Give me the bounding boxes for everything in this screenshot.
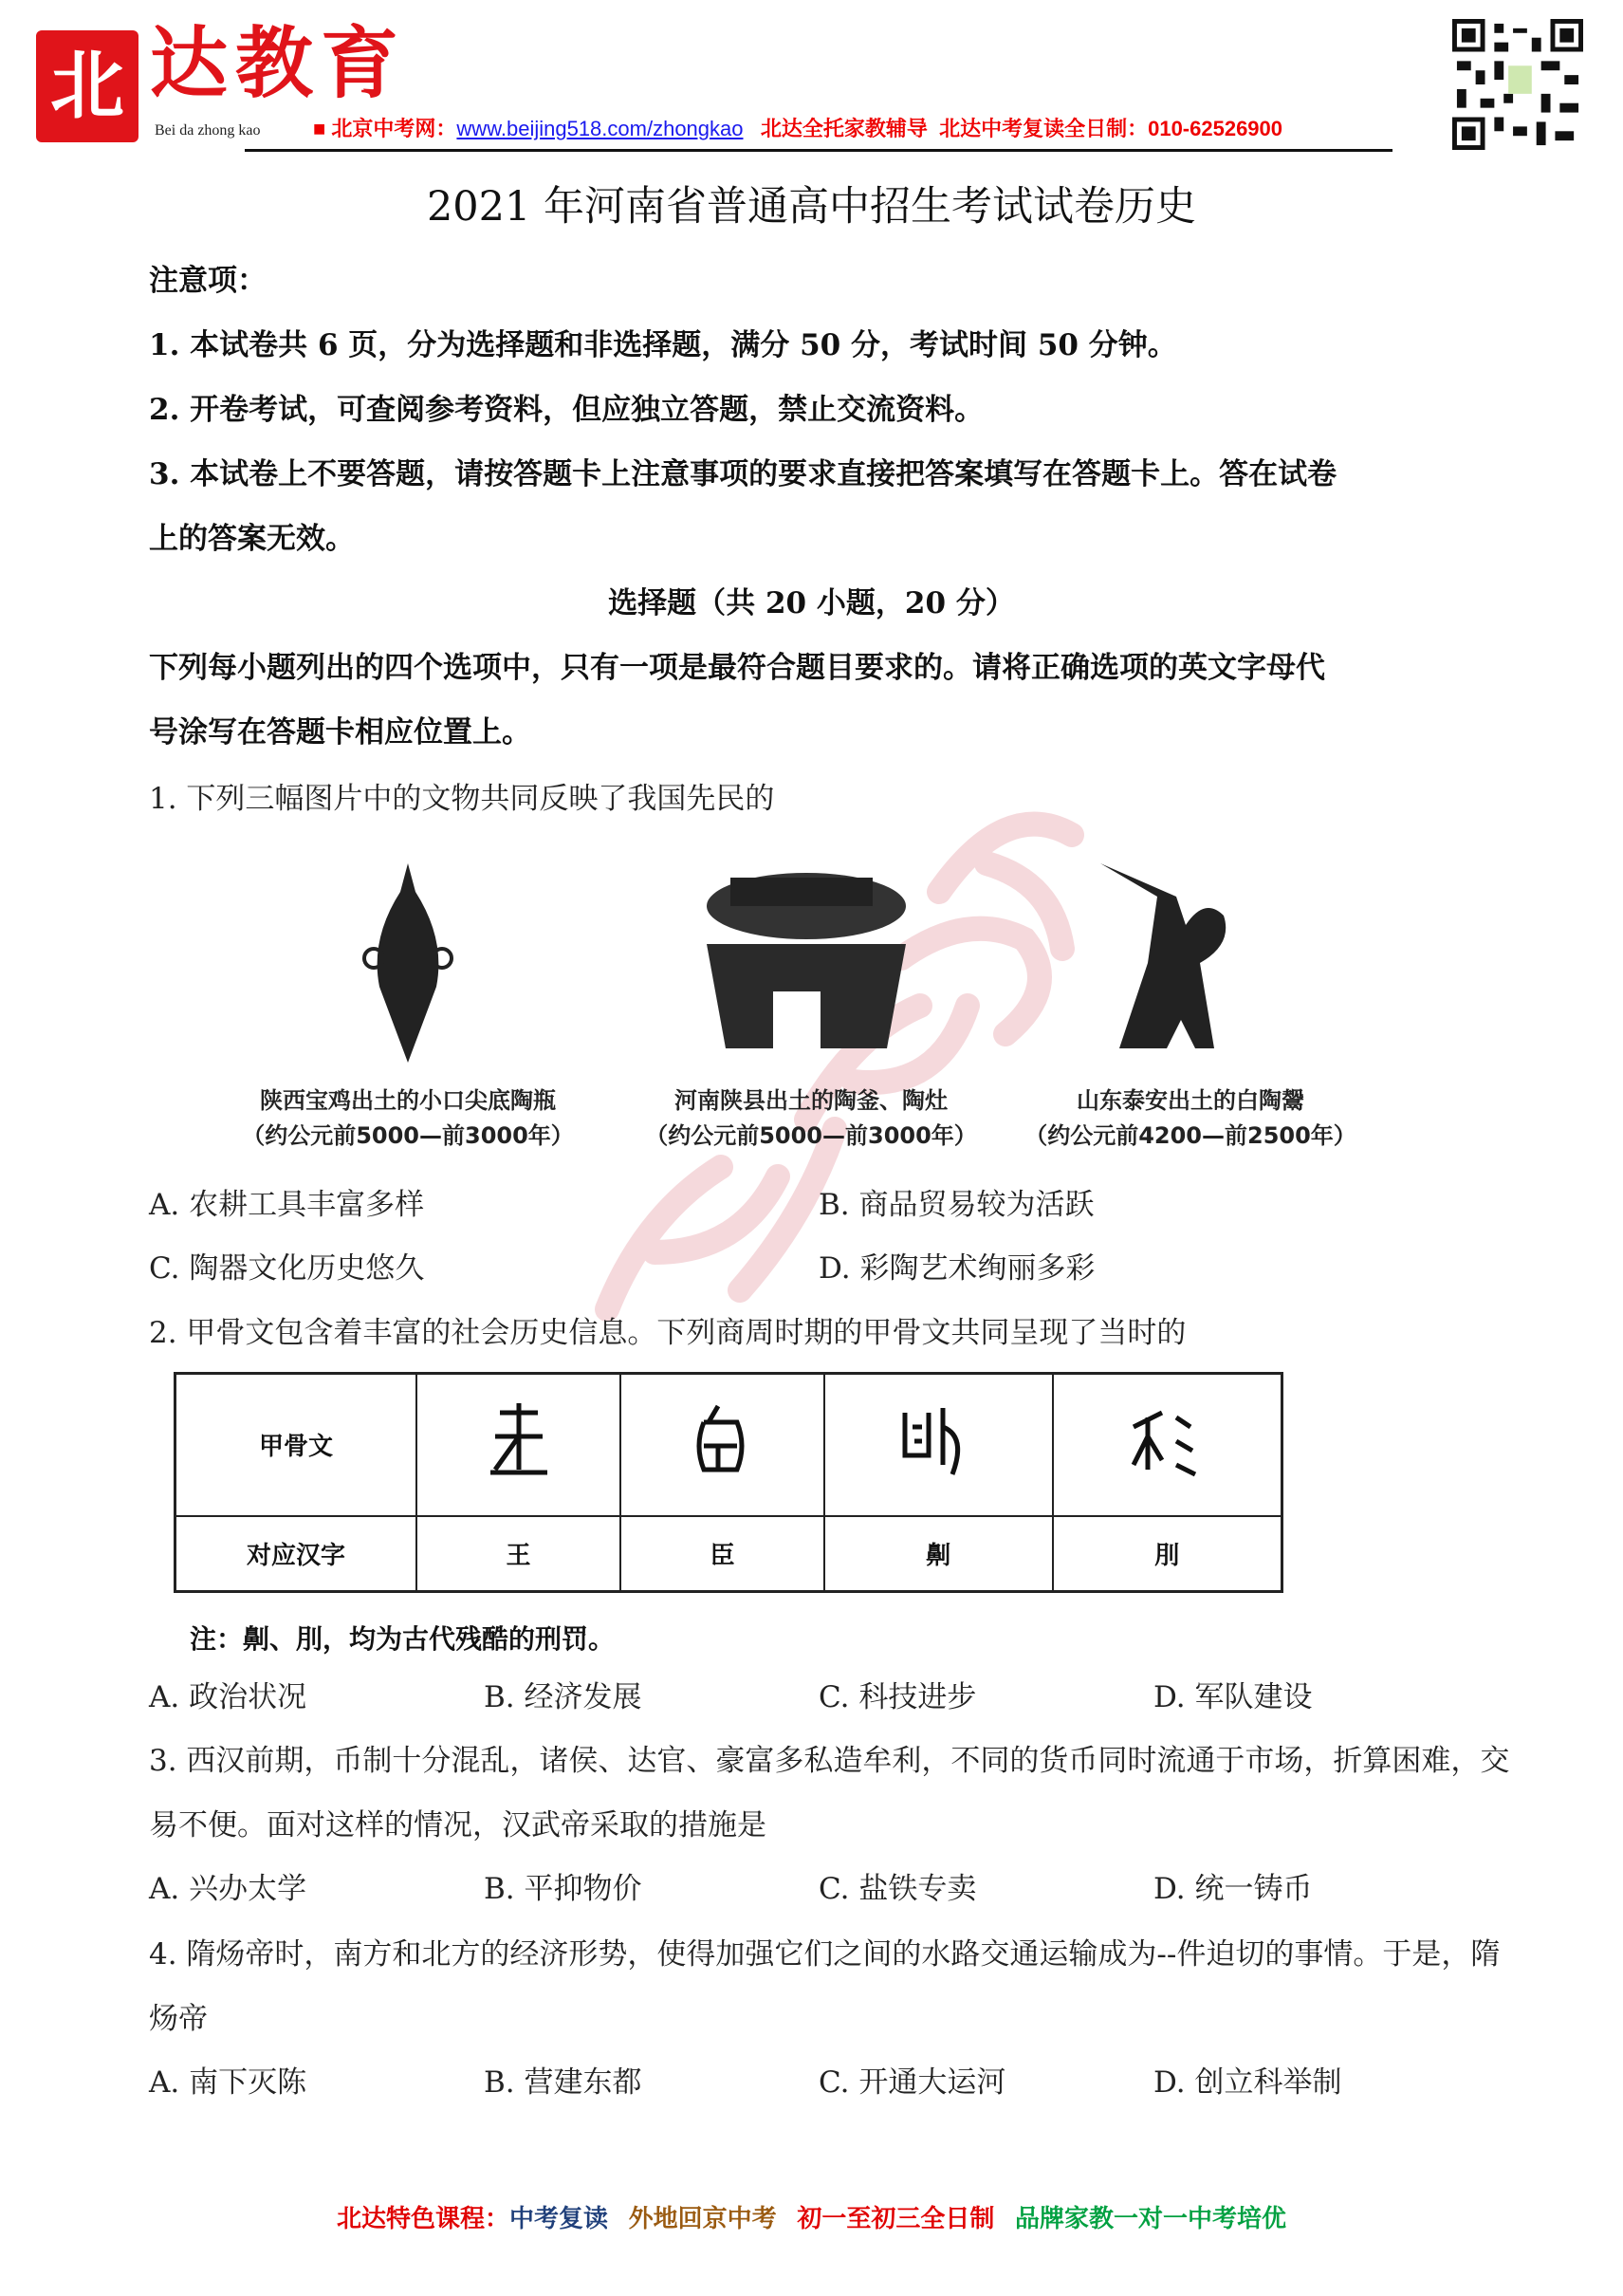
image-date: （约公元前4200—前2500年） (1024, 1122, 1356, 1149)
logo-subtitle: Bei da zhong kao (155, 122, 261, 139)
option-d[interactable]: D. 彩陶艺术绚丽多彩 (819, 1251, 1096, 1286)
table-cell: 臣 (620, 1516, 824, 1592)
pottery-cauldron-image (683, 859, 930, 1063)
table-cell: 刖 (1053, 1516, 1282, 1592)
question-4-stem: 4. 隋炀帝时，南方和北方的经济形势，使得加强它们之间的水路交通运输成为--件迫切的事情。于是，隋 (149, 1937, 1501, 1972)
option-c[interactable]: C. 科技进步 (819, 1680, 977, 1714)
option-a[interactable]: A. 南下灭陈 (149, 2065, 307, 2100)
image-caption: 河南陕县出土的陶釜、陶灶 (674, 1087, 948, 1114)
footer-label: 北达特色课程： (336, 2204, 509, 2232)
footer-course[interactable]: 初一至初三全日制 (797, 2204, 995, 2232)
qr-code (1451, 19, 1584, 150)
option-b[interactable]: B. 营建东都 (484, 2065, 642, 2100)
question-4-stem: 炀帝 (149, 2002, 208, 2036)
table-cell: 王 (416, 1516, 620, 1592)
footer-course[interactable]: 品牌家教一对一中考培优 (1015, 2204, 1287, 2232)
header-banner: ■ 北京中考网：www.beijing518.com/zhongkao 北达全托家教辅导 北达中考复读全日制：010-62526900 (313, 117, 1283, 140)
question-2-stem: 2. 甲骨文包含着丰富的社会历史信息。下列商周时期的甲骨文共同呈现了当时的 (149, 1316, 1187, 1350)
page-title: 2021 年河南省普通高中招生考试试卷历史 (426, 183, 1197, 231)
oracle-glyph-wang (416, 1374, 620, 1516)
option-c[interactable]: C. 陶器文化历史悠久 (149, 1251, 425, 1286)
notice-item: 1. 本试卷共 6 页，分为选择题和非选择题，满分 50 分，考试时间 50 分钟。 (149, 328, 1177, 362)
image-date: （约公元前5000—前3000年） (242, 1122, 574, 1149)
question-3-stem: 易不便。面对这样的情况，汉武帝采取的措施是 (149, 1808, 766, 1842)
option-b[interactable]: B. 平抑物价 (484, 1872, 642, 1906)
section-heading: 选择题（共 20 小题，20 分） (608, 586, 1015, 620)
notice-item: 2. 开卷考试，可查阅参考资料，但应独立答题，禁止交流资料。 (149, 393, 985, 427)
footer-courses (0, 2203, 1623, 2233)
oracle-glyph-yue (1053, 1374, 1282, 1516)
site-link[interactable]: www.beijing518.com/zhongkao (456, 117, 744, 140)
option-d[interactable]: D. 统一铸币 (1153, 1872, 1313, 1906)
option-a[interactable]: A. 兴办太学 (149, 1872, 307, 1906)
section-instructions: 号涂写在答题卡相应位置上。 (149, 715, 531, 750)
option-a[interactable]: A. 政治状况 (149, 1680, 307, 1714)
footer-course[interactable]: 外地回京中考 (628, 2204, 777, 2232)
footer-course[interactable]: 中考复读 (508, 2204, 608, 2232)
option-d[interactable]: D. 创立科举制 (1153, 2065, 1342, 2100)
white-pottery-gui-image (1091, 859, 1243, 1063)
option-d[interactable]: D. 军队建设 (1153, 1680, 1313, 1714)
notice-item: 上的答案无效。 (149, 522, 355, 556)
slogan-2: 北达中考复读全日制：010-62526900 (939, 117, 1283, 140)
section-instructions: 下列每小题列出的四个选项中，只有一项是最符合题目要求的。请将正确选项的英文字母代 (149, 651, 1325, 685)
oracle-glyph-chen (620, 1374, 824, 1516)
question-3-stem: 3. 西汉前期，币制十分混乱，诸侯、达官、豪富多私造牟利，不同的货币同时流通于市场，折算困难，交 (149, 1744, 1510, 1778)
option-b[interactable]: B. 经济发展 (484, 1680, 642, 1714)
row-label: 对应汉字 (175, 1516, 417, 1592)
option-a[interactable]: A. 农耕工具丰富多样 (149, 1188, 425, 1222)
site-label: 北京中考网： (331, 117, 457, 140)
logo (36, 30, 138, 142)
pointed-bottle-image (341, 854, 474, 1072)
oracle-bone-table (174, 1372, 1283, 1593)
notice-item: 3. 本试卷上不要答题，请按答题卡上注意事项的要求直接把答案填写在答题卡上。答在试卷 (149, 457, 1337, 491)
option-b[interactable]: B. 商品贸易较为活跃 (819, 1188, 1095, 1222)
row-label: 甲骨文 (175, 1374, 417, 1516)
image-caption: 山东泰安出土的白陶鬶 (1077, 1087, 1304, 1114)
image-caption: 陕西宝鸡出土的小口尖底陶瓶 (260, 1087, 556, 1114)
logo-char: 北 (49, 44, 124, 129)
question-1-stem: 1. 下列三幅图片中的文物共同反映了我国先民的 (149, 782, 775, 816)
option-c[interactable]: C. 开通大运河 (819, 2065, 1006, 2100)
notice-heading: 注意项： (149, 264, 267, 298)
image-date: （约公元前5000—前3000年） (645, 1122, 977, 1149)
header-divider (245, 149, 1392, 152)
slogan-1: 北达全托家教辅导 (760, 117, 928, 140)
option-c[interactable]: C. 盐铁专卖 (819, 1872, 977, 1906)
table-cell: 劓 (824, 1516, 1053, 1592)
logo-text: 达教育 (150, 18, 407, 109)
table-note: 注：劓、刖，均为古代残酷的刑罚。 (190, 1623, 616, 1655)
oracle-glyph-yi (824, 1374, 1053, 1516)
